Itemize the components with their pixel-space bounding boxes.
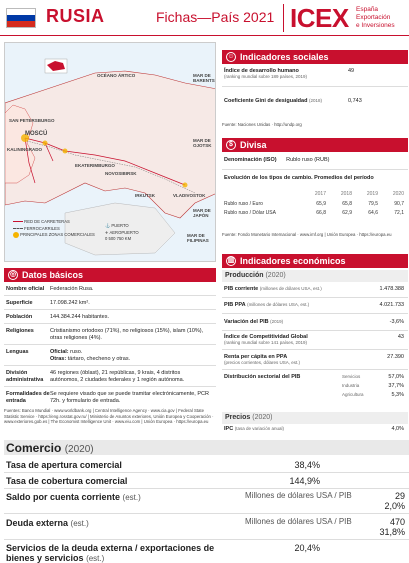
surface-label: Superficie: [6, 300, 33, 306]
currency-title: $ Divisa: [222, 138, 408, 152]
country-title: RUSIA: [46, 6, 105, 26]
sector-industria-value: 37,7%: [388, 383, 404, 389]
map-label-ekaterimburgo: EKATERIMBURGO: [75, 163, 115, 168]
gini-value: 0,743: [348, 98, 362, 104]
production-subtitle: Producción (2020): [222, 270, 408, 282]
pib-corriente-label: PIB corriente (millones de dólares USA, est.): [224, 286, 322, 292]
renta-label: Renta per cápita en PPA (precios corrientes, dólares USA, est.): [224, 354, 301, 365]
sector-industria-name: Industria: [342, 383, 360, 388]
servicios-deuda-label: Servicios de la deuda externa / exportaciones de bienes y servicios (est.): [6, 543, 215, 563]
pib-variation-value: -3,6%: [389, 319, 404, 325]
competitiveness-label: Índice de Competitividad Global (ranking mundial sobre 141 países, 2019): [224, 334, 308, 345]
map-label-sanpetersburgo: SAN PETERSBURGO: [9, 118, 55, 123]
map-label-barents: MAR DE BARENTS: [193, 73, 215, 83]
servicios-deuda-value: 20,4%: [294, 543, 320, 553]
religions-value: Cristianismo ortodoxo (71%), no religiosos (15%), islam (10%), otras religiones (4%).: [50, 328, 204, 341]
map-label-okhotsk: MAR DE OJOTSK: [193, 138, 212, 148]
deuda-pib-value: 31,8%: [379, 527, 405, 537]
languages-value: Oficial: ruso. Otras: tártaro, checheno y otras.: [50, 349, 131, 362]
sector-servicios-value: 57,0%: [388, 374, 404, 380]
cobertura-label: Tasa de cobertura comercial: [6, 476, 128, 486]
saldo-value: 29: [394, 491, 405, 501]
map-label-ocean: OCÉANO ÁRTICO: [97, 73, 136, 78]
pib-corriente-value: 1.478.388: [379, 286, 404, 292]
globe-icon: ◎: [9, 271, 17, 278]
official-name-label: Nombre oficial: [6, 286, 45, 292]
fx-evolution-label: Evolución de los tipos de cambio. Promedios del período: [224, 175, 374, 181]
airport-icon: ✈: [105, 229, 109, 235]
sector-agricultura-name: Agricultura: [342, 392, 364, 397]
russia-flag-icon: [6, 8, 36, 28]
map-label-filipinas: MAR DE FILIPINAS: [187, 233, 209, 243]
map-legend: RED DE CARRETERAS FERROCARRILES PRINCIPALES ZONAS COMERCIALES: [13, 219, 95, 239]
official-name-value: Federación Rusa.: [50, 286, 94, 292]
deuda-label: Deuda externa (est.): [6, 518, 89, 528]
admin-division-label: División administrativa: [6, 370, 44, 383]
people-icon: ☺: [227, 53, 235, 60]
map-legend-2: ⚓ PUERTO ✈ AEROPUERTO 0 500 750 KM: [105, 223, 139, 241]
fichas-title: Fichas—País 2021: [156, 9, 275, 25]
population-label: Población: [6, 314, 33, 320]
basic-data-source: Fuentes: Banco Mundial · www.worldbank.org | Central Intelligence Agency · www.cia.gov | Federal State Statistic Service · https://eng.rosstat.gov.ru/ | Ministerio de Asuntos exteriores, Unión Europea y Cooperación · www.exteriores.gob.es | The Economist Intelligence Unit · www.eiu.com | Unión Europea · https://europa.eu: [4, 408, 214, 424]
saldo-label: Saldo por cuenta corriente (est.): [6, 492, 141, 502]
currency-source: Fuente: Fondo Monetario Internacional · www.imf.org | Unión Europea · https://europa.eu: [222, 232, 392, 237]
competitiveness-value: 43: [397, 334, 404, 340]
economic-indicators-title: ▥ Indicadores económicos: [222, 254, 408, 268]
apertura-label: Tasa de apertura comercial: [6, 460, 122, 470]
population-value: 144.384.244 habitantes.: [50, 314, 110, 320]
icex-logo-subtitle: España Exportación e Inversiones: [356, 6, 395, 29]
ipc-label: IPC (tasa de variación anual): [224, 426, 284, 432]
pib-variation-label: Variación del PIB (2019): [224, 319, 284, 325]
gini-label: Coeficiente Gini de desigualdad (2018): [224, 98, 322, 104]
deuda-unit: Millones de dólares USA / PIB: [245, 517, 352, 526]
languages-label: Lenguas: [6, 349, 29, 355]
apertura-value: 38,4%: [294, 460, 320, 470]
map-label-vladivostok: VLADIVOSTOK: [173, 193, 206, 198]
fx-row-usd: Rublo ruso / Dólar USA 66,8 62,9 64,6 72,1: [224, 210, 404, 216]
social-indicators-title: ☺ Indicadores sociales: [222, 50, 408, 64]
hdi-value: 49: [348, 68, 355, 74]
page-header: [0, 0, 409, 36]
prices-subtitle: Precios (2020): [222, 412, 408, 424]
map-label-irkutsk: IRKUTSK: [135, 193, 155, 198]
sectorial-label: Distribución sectorial del PIB: [224, 374, 301, 380]
fx-row-euro: Rublo ruso / Euro 65,9 65,8 79,5 90,7: [224, 201, 404, 207]
entry-formalities-value: Se requiere visado que se puede tramitar electrónicamente, PCR 72h. y formulario de entrada.: [50, 391, 209, 404]
saldo-unit: Millones de dólares USA / PIB: [245, 491, 352, 500]
port-icon: ⚓: [105, 223, 111, 228]
deuda-value: 470: [389, 517, 405, 527]
entry-formalities-label: Formalidades de entrada: [6, 391, 50, 404]
sector-servicios-name: Servicios: [342, 374, 361, 379]
ipc-value: 4,0%: [391, 426, 404, 432]
saldo-pib-value: 2,0%: [384, 501, 405, 511]
renta-value: 27.390: [387, 354, 404, 360]
hdi-label: Índice de desarrollo humano (ranking mundial sobre 189 países, 2019): [224, 68, 308, 79]
sector-agricultura-value: 5,3%: [391, 392, 404, 398]
map-label-kaliningrado: KALININGRADO: [7, 147, 42, 152]
basic-data-title: ◎ Datos básicos: [4, 268, 216, 282]
cobertura-value: 144,9%: [289, 476, 320, 486]
header-divider: [283, 4, 284, 32]
currency-denom: Denominación (ISO) Rublo ruso (RUB): [224, 157, 330, 163]
map-label-japon: MAR DE JAPÓN: [193, 208, 211, 218]
fx-years-row: 2017 2018 2019 2020: [314, 191, 404, 197]
chart-icon: ▥: [227, 257, 235, 264]
commerce-title: Comercio (2020): [6, 441, 94, 455]
religions-label: Religiones: [6, 328, 34, 334]
pib-ppa-value: 4.021.733: [379, 302, 404, 308]
russia-map: [4, 42, 216, 262]
map-label-novosibirsk: NOVOSIBIRSK: [105, 171, 137, 176]
coin-icon: $: [226, 140, 236, 150]
surface-value: 17.098.242 km².: [50, 300, 90, 306]
admin-division-value: 46 regiones (óblast), 21 repúblicas, 9 krais, 4 distritos autónomos, 2 ciudades federales y 1 región autónoma.: [50, 370, 185, 383]
pib-ppa-label: PIB PPA (millones de dólares USA, est.): [224, 302, 310, 308]
map-label-moscu: MOSCÚ: [25, 131, 48, 137]
icex-logo: ICEX: [290, 3, 349, 33]
social-source: Fuente: Naciones Unidas · http://undp.org: [222, 122, 302, 127]
